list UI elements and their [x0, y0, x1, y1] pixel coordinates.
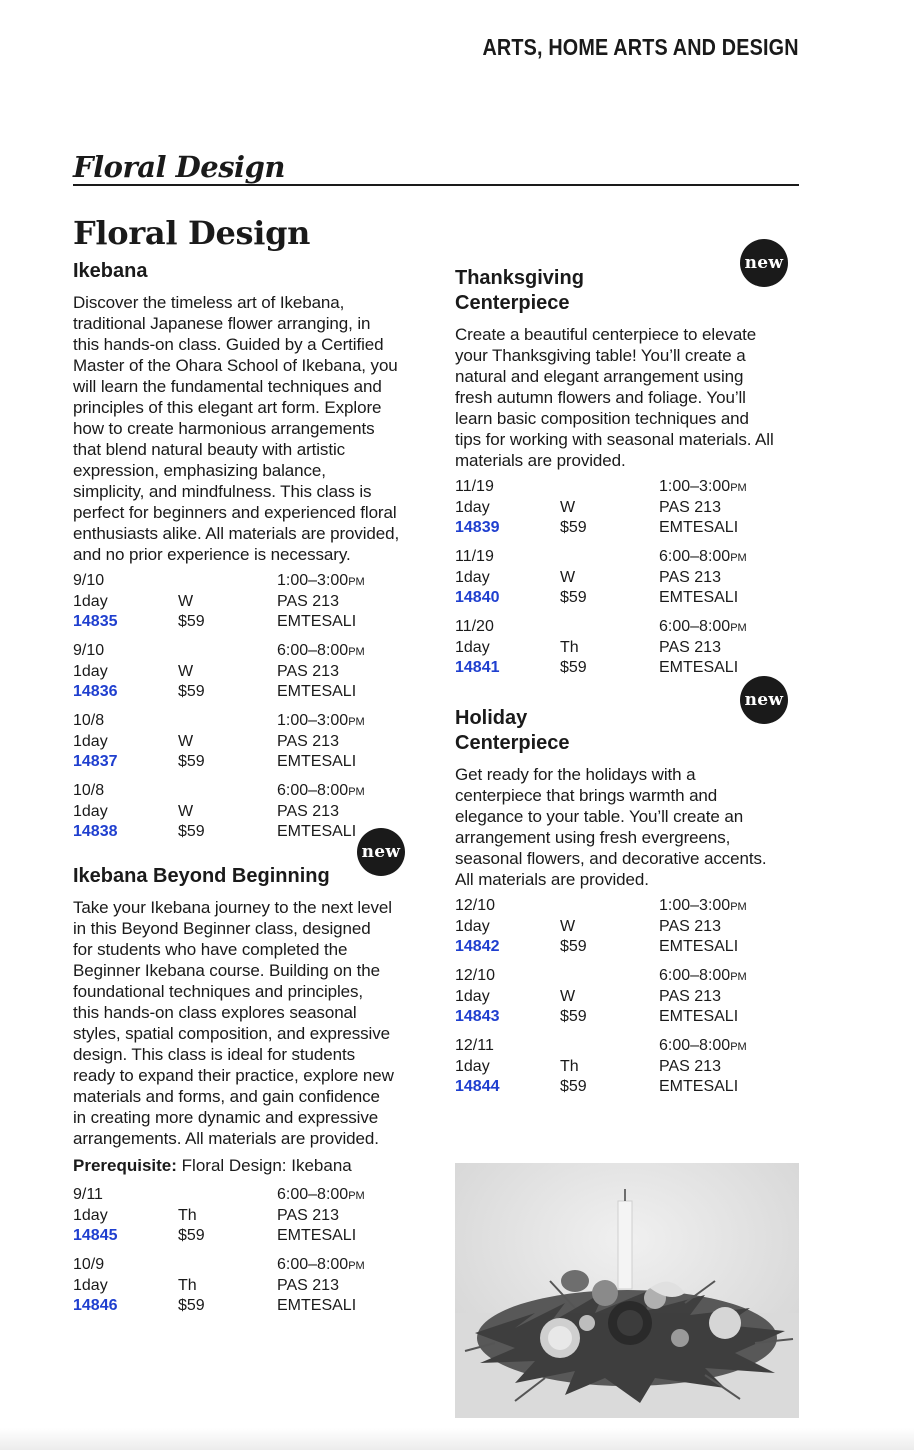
session-length: 1day: [455, 988, 490, 1005]
session-day: Th: [560, 1058, 579, 1075]
session-instructor: EMTESALI: [659, 659, 739, 676]
desc-line: that blend natural beauty with artistic: [73, 440, 346, 459]
session-time: [659, 1036, 800, 1057]
session-ampm: PM: [348, 1190, 365, 1202]
session-time-range: 1:00–3:00: [277, 712, 349, 729]
session-time-range: 6:00–8:00: [659, 1037, 731, 1054]
prerequisite-label: Prerequisite:: [73, 1156, 177, 1175]
session-length: 1day: [455, 639, 490, 656]
session-room: PAS 213: [277, 1207, 339, 1224]
session-day: W: [560, 918, 576, 935]
session-instructor: EMTESALI: [277, 613, 357, 630]
session-ampm: PM: [730, 482, 747, 494]
session-instructor: EMTESALI: [659, 1008, 739, 1025]
session-instructor: EMTESALI: [659, 519, 739, 536]
course-session: [455, 966, 800, 1027]
session-instructor: EMTESALI: [659, 1078, 739, 1095]
session-room: PAS 213: [277, 593, 339, 610]
session-room: PAS 213: [659, 639, 721, 656]
session-room: PAS 213: [659, 569, 721, 586]
session-instructor: EMTESALI: [277, 683, 357, 700]
session-time-range: 6:00–8:00: [277, 1256, 349, 1273]
course-session: [455, 896, 800, 957]
desc-line: Discover the timeless art of Ikebana,: [73, 293, 345, 312]
session-spacer: [560, 547, 659, 568]
session-length: 1day: [73, 733, 108, 750]
session-ampm: PM: [730, 552, 747, 564]
session-day: W: [560, 988, 576, 1005]
course-description: [455, 764, 800, 890]
session-date: 12/10: [455, 897, 496, 914]
course-session: [455, 1036, 800, 1097]
desc-line: styles, spatial composition, and expressive: [73, 1024, 390, 1043]
prerequisite: [73, 1155, 418, 1176]
title-line: Holiday: [455, 707, 528, 729]
session-date: 9/11: [73, 1186, 103, 1203]
desc-line: principles of this elegant art form. Explore: [73, 398, 382, 417]
session-ampm: PM: [348, 1260, 365, 1272]
desc-line: natural and elegant arrangement using: [455, 367, 744, 386]
desc-line: ready to expand their practice, explore new: [73, 1066, 394, 1085]
session-list: [73, 1185, 418, 1316]
course-code-link[interactable]: 14839: [455, 519, 500, 536]
session-date: 10/9: [73, 1256, 105, 1273]
session-length: 1day: [455, 499, 490, 516]
desc-line: tips for working with seasonal materials. All: [455, 430, 774, 449]
session-time-range: 6:00–8:00: [277, 1186, 349, 1203]
session-date: 10/8: [73, 782, 105, 799]
desc-line: simplicity, and mindfulness. This class is: [73, 482, 372, 501]
session-day: W: [178, 733, 194, 750]
course-session: [73, 1255, 418, 1316]
session-room: PAS 213: [659, 1058, 721, 1075]
session-ampm: PM: [730, 1041, 747, 1053]
course-code-link[interactable]: 14844: [455, 1078, 500, 1095]
session-fee: $59: [560, 938, 587, 955]
session-day: Th: [178, 1277, 197, 1294]
session-time: [277, 1255, 418, 1276]
section-header: ARTS, HOME ARTS AND DESIGN: [482, 34, 799, 60]
session-spacer: [560, 1036, 659, 1057]
session-time: [277, 781, 418, 802]
session-time: [659, 896, 800, 917]
session-list: [73, 571, 418, 842]
session-length: 1day: [455, 569, 490, 586]
desc-line: in this Beyond Beginner class, designed: [73, 919, 371, 938]
desc-line: fresh autumn flowers and foliage. You’ll: [455, 388, 746, 407]
session-length: 1day: [73, 1277, 108, 1294]
session-room: PAS 213: [277, 803, 339, 820]
page-title: Floral Design: [73, 214, 311, 252]
desc-line: foundational techniques and principles,: [73, 982, 364, 1001]
course-session: [455, 547, 800, 608]
session-time-range: 1:00–3:00: [659, 897, 731, 914]
session-date: 11/20: [455, 618, 494, 635]
session-fee: $59: [560, 659, 587, 676]
session-ampm: PM: [348, 786, 365, 798]
course-thanksgiving-centerpiece: [455, 253, 800, 678]
session-time-range: 6:00–8:00: [277, 782, 349, 799]
course-code-link[interactable]: 14835: [73, 613, 118, 630]
session-date: 9/10: [73, 642, 105, 659]
session-time-range: 6:00–8:00: [659, 967, 731, 984]
session-ampm: PM: [730, 971, 747, 983]
session-time-range: 6:00–8:00: [277, 642, 349, 659]
course-description: [73, 292, 418, 565]
session-room: PAS 213: [277, 1277, 339, 1294]
session-fee: $59: [560, 519, 587, 536]
desc-line: arrangement using fresh evergreens,: [455, 828, 731, 847]
session-spacer: [178, 1255, 277, 1276]
course-session: [455, 617, 800, 678]
course-session: [455, 477, 800, 538]
desc-line: perfect for beginners and experienced floral: [73, 503, 397, 522]
desc-line: arrangements. All materials are provided.: [73, 1129, 379, 1148]
course-session: [73, 1185, 418, 1246]
course-code-link[interactable]: 14846: [73, 1297, 118, 1314]
desc-line: Create a beautiful centerpiece to elevate: [455, 325, 757, 344]
course-code-link[interactable]: 14838: [73, 823, 118, 840]
session-ampm: PM: [348, 716, 365, 728]
desc-line: will learn the fundamental techniques and: [73, 377, 382, 396]
session-fee: $59: [560, 1078, 587, 1095]
session-day: Th: [178, 1207, 197, 1224]
session-list: [455, 477, 800, 678]
session-spacer: [178, 781, 277, 802]
category-script-title: Floral Design: [73, 150, 285, 184]
session-instructor: EMTESALI: [277, 1227, 357, 1244]
course-description: [73, 897, 418, 1149]
session-day: W: [178, 663, 194, 680]
session-ampm: PM: [730, 622, 747, 634]
session-length: 1day: [455, 1058, 490, 1075]
session-instructor: EMTESALI: [659, 589, 739, 606]
session-fee: $59: [560, 1008, 587, 1025]
session-length: 1day: [73, 593, 108, 610]
course-code-link[interactable]: 14843: [455, 1008, 500, 1025]
session-spacer: [178, 1185, 277, 1206]
session-room: PAS 213: [277, 733, 339, 750]
session-instructor: EMTESALI: [277, 823, 357, 840]
session-room: PAS 213: [277, 663, 339, 680]
session-day: Th: [560, 639, 579, 656]
course-ikebana: [73, 259, 418, 842]
course-session: [73, 641, 418, 702]
session-time-range: 1:00–3:00: [659, 478, 731, 495]
desc-line: Get ready for the holidays with a: [455, 765, 696, 784]
session-room: PAS 213: [659, 988, 721, 1005]
course-code-link[interactable]: 14845: [73, 1227, 118, 1244]
session-fee: $59: [178, 683, 205, 700]
desc-line: materials and forms, and gain confidence: [73, 1087, 380, 1106]
new-badge: new: [357, 828, 405, 876]
desc-line: and no prior experience is necessary.: [73, 545, 351, 564]
left-column: [73, 259, 418, 1325]
new-badge: new: [740, 676, 788, 724]
header-divider: [73, 184, 799, 186]
desc-line: All materials are provided.: [455, 870, 649, 889]
course-title: [455, 706, 800, 756]
candle-centerpiece-photo: [455, 1163, 799, 1418]
session-ampm: PM: [730, 901, 747, 913]
session-time: [659, 966, 800, 987]
session-spacer: [560, 896, 659, 917]
session-room: PAS 213: [659, 499, 721, 516]
session-instructor: EMTESALI: [277, 753, 357, 770]
session-spacer: [560, 966, 659, 987]
session-length: 1day: [73, 1207, 108, 1224]
session-fee: $59: [178, 613, 205, 630]
desc-line: enthusiasts alike. All materials are provided,: [73, 524, 400, 543]
session-time-range: 1:00–3:00: [277, 572, 349, 589]
session-spacer: [178, 641, 277, 662]
session-time: [659, 547, 800, 568]
desc-line: traditional Japanese flower arranging, in: [73, 314, 371, 333]
desc-line: for students who have completed the: [73, 940, 348, 959]
session-time-range: 6:00–8:00: [659, 548, 731, 565]
session-instructor: EMTESALI: [277, 1297, 357, 1314]
desc-line: this hands-on class. Guided by a Certified: [73, 335, 384, 354]
title-line: Centerpiece: [455, 292, 570, 314]
desc-line: seasonal flowers, and decorative accents.: [455, 849, 767, 868]
session-fee: $59: [178, 753, 205, 770]
session-day: W: [560, 499, 576, 516]
session-time: [277, 711, 418, 732]
session-time-range: 6:00–8:00: [659, 618, 731, 635]
course-code-link[interactable]: 14837: [73, 753, 118, 770]
desc-line: Master of the Ohara School of Ikebana, you: [73, 356, 398, 375]
course-holiday-centerpiece: [455, 690, 800, 1097]
session-fee: $59: [178, 1227, 205, 1244]
course-code-link[interactable]: 14841: [455, 659, 500, 676]
desc-line: design. This class is ideal for students: [73, 1045, 355, 1064]
right-column: [455, 253, 800, 1106]
session-fee: $59: [178, 823, 205, 840]
desc-line: expression, emphasizing balance,: [73, 461, 326, 480]
course-title: Ikebana: [73, 260, 148, 282]
session-time: [277, 641, 418, 662]
course-ikebana-beyond: [73, 841, 418, 1316]
session-time: [659, 477, 800, 498]
session-spacer: [560, 477, 659, 498]
desc-line: centerpiece that brings warmth and: [455, 786, 718, 805]
session-instructor: EMTESALI: [659, 938, 739, 955]
session-date: 11/19: [455, 548, 494, 565]
course-title: Ikebana Beyond Beginning: [73, 865, 330, 887]
prerequisite-value: Floral Design: Ikebana: [176, 1156, 352, 1175]
title-line: Centerpiece: [455, 732, 570, 754]
desc-line: materials are provided.: [455, 451, 626, 470]
session-time: [277, 571, 418, 592]
session-ampm: PM: [348, 646, 365, 658]
course-title-row: [73, 841, 418, 889]
session-fee: $59: [178, 1297, 205, 1314]
session-date: 10/8: [73, 712, 105, 729]
centerpiece-illustration: [455, 1163, 799, 1418]
session-length: 1day: [73, 663, 108, 680]
session-spacer: [178, 711, 277, 732]
session-fee: $59: [560, 589, 587, 606]
course-code-link[interactable]: 14836: [73, 683, 118, 700]
session-date: 12/11: [455, 1037, 494, 1054]
desc-line: your Thanksgiving table! You’ll create a: [455, 346, 746, 365]
session-day: W: [560, 569, 576, 586]
session-spacer: [178, 571, 277, 592]
desc-line: Beginner Ikebana course. Building on the: [73, 961, 380, 980]
session-spacer: [560, 617, 659, 638]
session-time: [277, 1185, 418, 1206]
desc-line: how to create harmonious arrangements: [73, 419, 375, 438]
desc-line: learn basic composition techniques and: [455, 409, 749, 428]
course-session: [73, 571, 418, 632]
course-code-link[interactable]: 14840: [455, 589, 500, 606]
desc-line: in creating more dynamic and expressive: [73, 1108, 379, 1127]
course-title: [455, 266, 800, 316]
session-day: W: [178, 803, 194, 820]
session-ampm: PM: [348, 576, 365, 588]
title-line: Thanksgiving: [455, 267, 584, 289]
session-date: 11/19: [455, 478, 494, 495]
desc-line: elegance to your table. You’ll create an: [455, 807, 744, 826]
session-list: [455, 896, 800, 1097]
course-description: [455, 324, 800, 471]
session-length: 1day: [455, 918, 490, 935]
page-bottom-edge: [0, 1428, 914, 1450]
session-room: PAS 213: [659, 918, 721, 935]
new-badge: new: [740, 239, 788, 287]
desc-line: this hands-on class explores seasonal: [73, 1003, 357, 1022]
session-date: 12/10: [455, 967, 496, 984]
desc-line: Take your Ikebana journey to the next level: [73, 898, 392, 917]
session-date: 9/10: [73, 572, 105, 589]
session-time: [659, 617, 800, 638]
session-day: W: [178, 593, 194, 610]
course-session: [73, 711, 418, 772]
session-length: 1day: [73, 803, 108, 820]
course-code-link[interactable]: 14842: [455, 938, 500, 955]
